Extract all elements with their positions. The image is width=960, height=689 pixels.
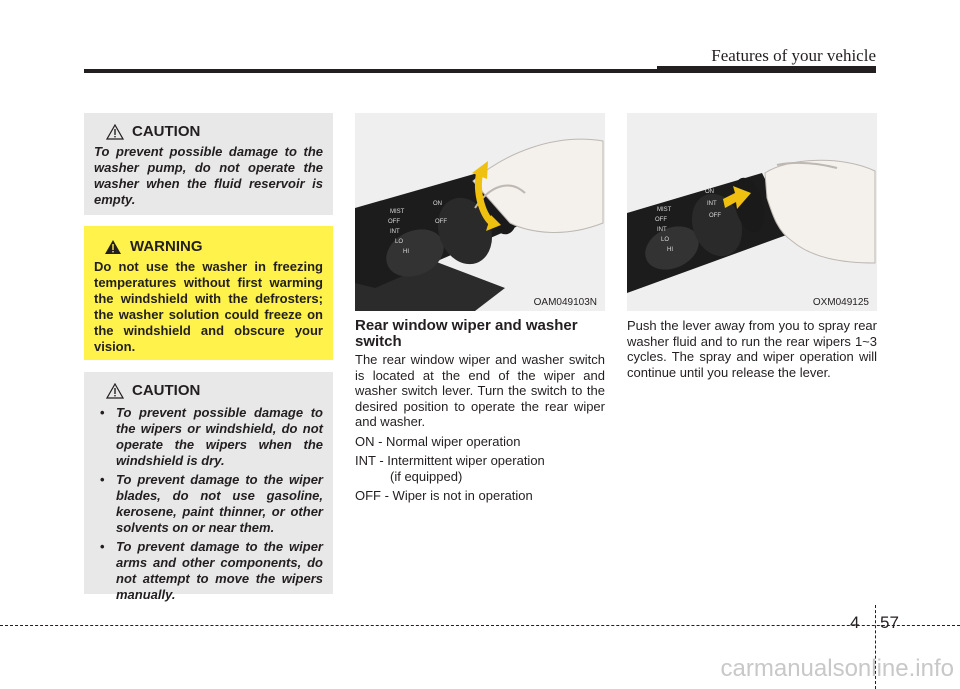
caution-box-washer-pump bbox=[84, 113, 333, 215]
switch-label: OFF bbox=[709, 213, 721, 219]
switch-label: MIST bbox=[657, 207, 672, 213]
section-intro: The rear window wiper and washer switch is located at the end of the wiper and washer switch lever. Turn the switch to the desired position to operate the rear wiper and washer. bbox=[355, 352, 605, 429]
caution-heading bbox=[106, 123, 323, 140]
warning-title: WARNING bbox=[130, 238, 203, 255]
watermark: carmanualsonline.info bbox=[720, 655, 954, 682]
caution-box-wipers bbox=[84, 372, 333, 602]
switch-label: MIST bbox=[390, 209, 405, 215]
figure-code: OXM049125 bbox=[812, 297, 869, 308]
warning-box-freezing bbox=[84, 226, 333, 360]
switch-label: OFF bbox=[388, 219, 400, 225]
caution-title: CAUTION bbox=[132, 382, 201, 399]
caution-title: CAUTION bbox=[132, 123, 201, 140]
section-body bbox=[355, 352, 605, 504]
chapter-number: 4 bbox=[850, 613, 860, 632]
caution-list bbox=[94, 405, 323, 603]
mode-int-note: (if equipped) bbox=[390, 468, 463, 484]
warning-text: Do not use the washer in freezing temperatures without first warming the windshield with the defrosters; the washer solution could freeze on the windshield and obscure your vision. bbox=[94, 259, 323, 354]
rear-washer-lever-illustration bbox=[627, 113, 877, 311]
section-heading: Rear window wiper and washer switch bbox=[355, 317, 578, 350]
switch-label: ON bbox=[433, 201, 442, 207]
figure-code: OAM049103N bbox=[533, 297, 597, 308]
switch-label: OFF bbox=[655, 217, 667, 223]
warning-triangle-icon bbox=[104, 239, 122, 255]
caution-item: • To prevent possible damage to the wipers or windshield, do not operate the wipers when the windshield is dry. bbox=[94, 405, 323, 469]
switch-label: HI bbox=[403, 249, 409, 255]
caution-heading bbox=[106, 382, 323, 399]
mode-off: OFF - Wiper is not in operation bbox=[355, 488, 533, 503]
header-rule bbox=[84, 69, 876, 73]
caution-item: • To prevent damage to the wiper arms and other components, do not attempt to move the wipers manually. bbox=[94, 539, 323, 603]
switch-label: INT bbox=[390, 229, 400, 235]
switch-label: LO bbox=[661, 237, 670, 243]
switch-label: ON bbox=[705, 189, 714, 195]
washer-push-text: Push the lever away from you to spray rear washer fluid and to run the rear wipers 1~3 cycles. The spray and wiper operation will continue until you release the lever. bbox=[627, 318, 877, 380]
page-number: 57 bbox=[880, 613, 899, 632]
switch-label: LO bbox=[395, 239, 404, 245]
switch-label: OFF bbox=[435, 219, 447, 225]
footer-rule bbox=[0, 625, 960, 626]
switch-label: INT bbox=[707, 201, 717, 207]
switch-label: INT bbox=[657, 227, 667, 233]
caution-triangle-icon bbox=[106, 124, 124, 140]
figure-rear-washer-push bbox=[627, 113, 877, 311]
mode-on: ON - Normal wiper operation bbox=[355, 433, 521, 449]
switch-label: HI bbox=[667, 247, 673, 253]
rear-wiper-switch-illustration bbox=[355, 113, 605, 311]
figure-rear-wiper-rotate bbox=[355, 113, 605, 311]
warning-heading bbox=[104, 238, 323, 255]
caution-triangle-icon bbox=[106, 383, 124, 399]
mode-int: INT - Intermittent wiper operation bbox=[355, 453, 545, 468]
caution-item: • To prevent damage to the wiper blades, do not use gasoline, kerosene, paint thinner, or other solvents on or near them. bbox=[94, 472, 323, 536]
caution-text: To prevent possible damage to the washer pump, do not operate the washer when the fluid reservoir is empty. bbox=[94, 144, 323, 207]
header-title: Features of your vehicle bbox=[711, 46, 876, 65]
